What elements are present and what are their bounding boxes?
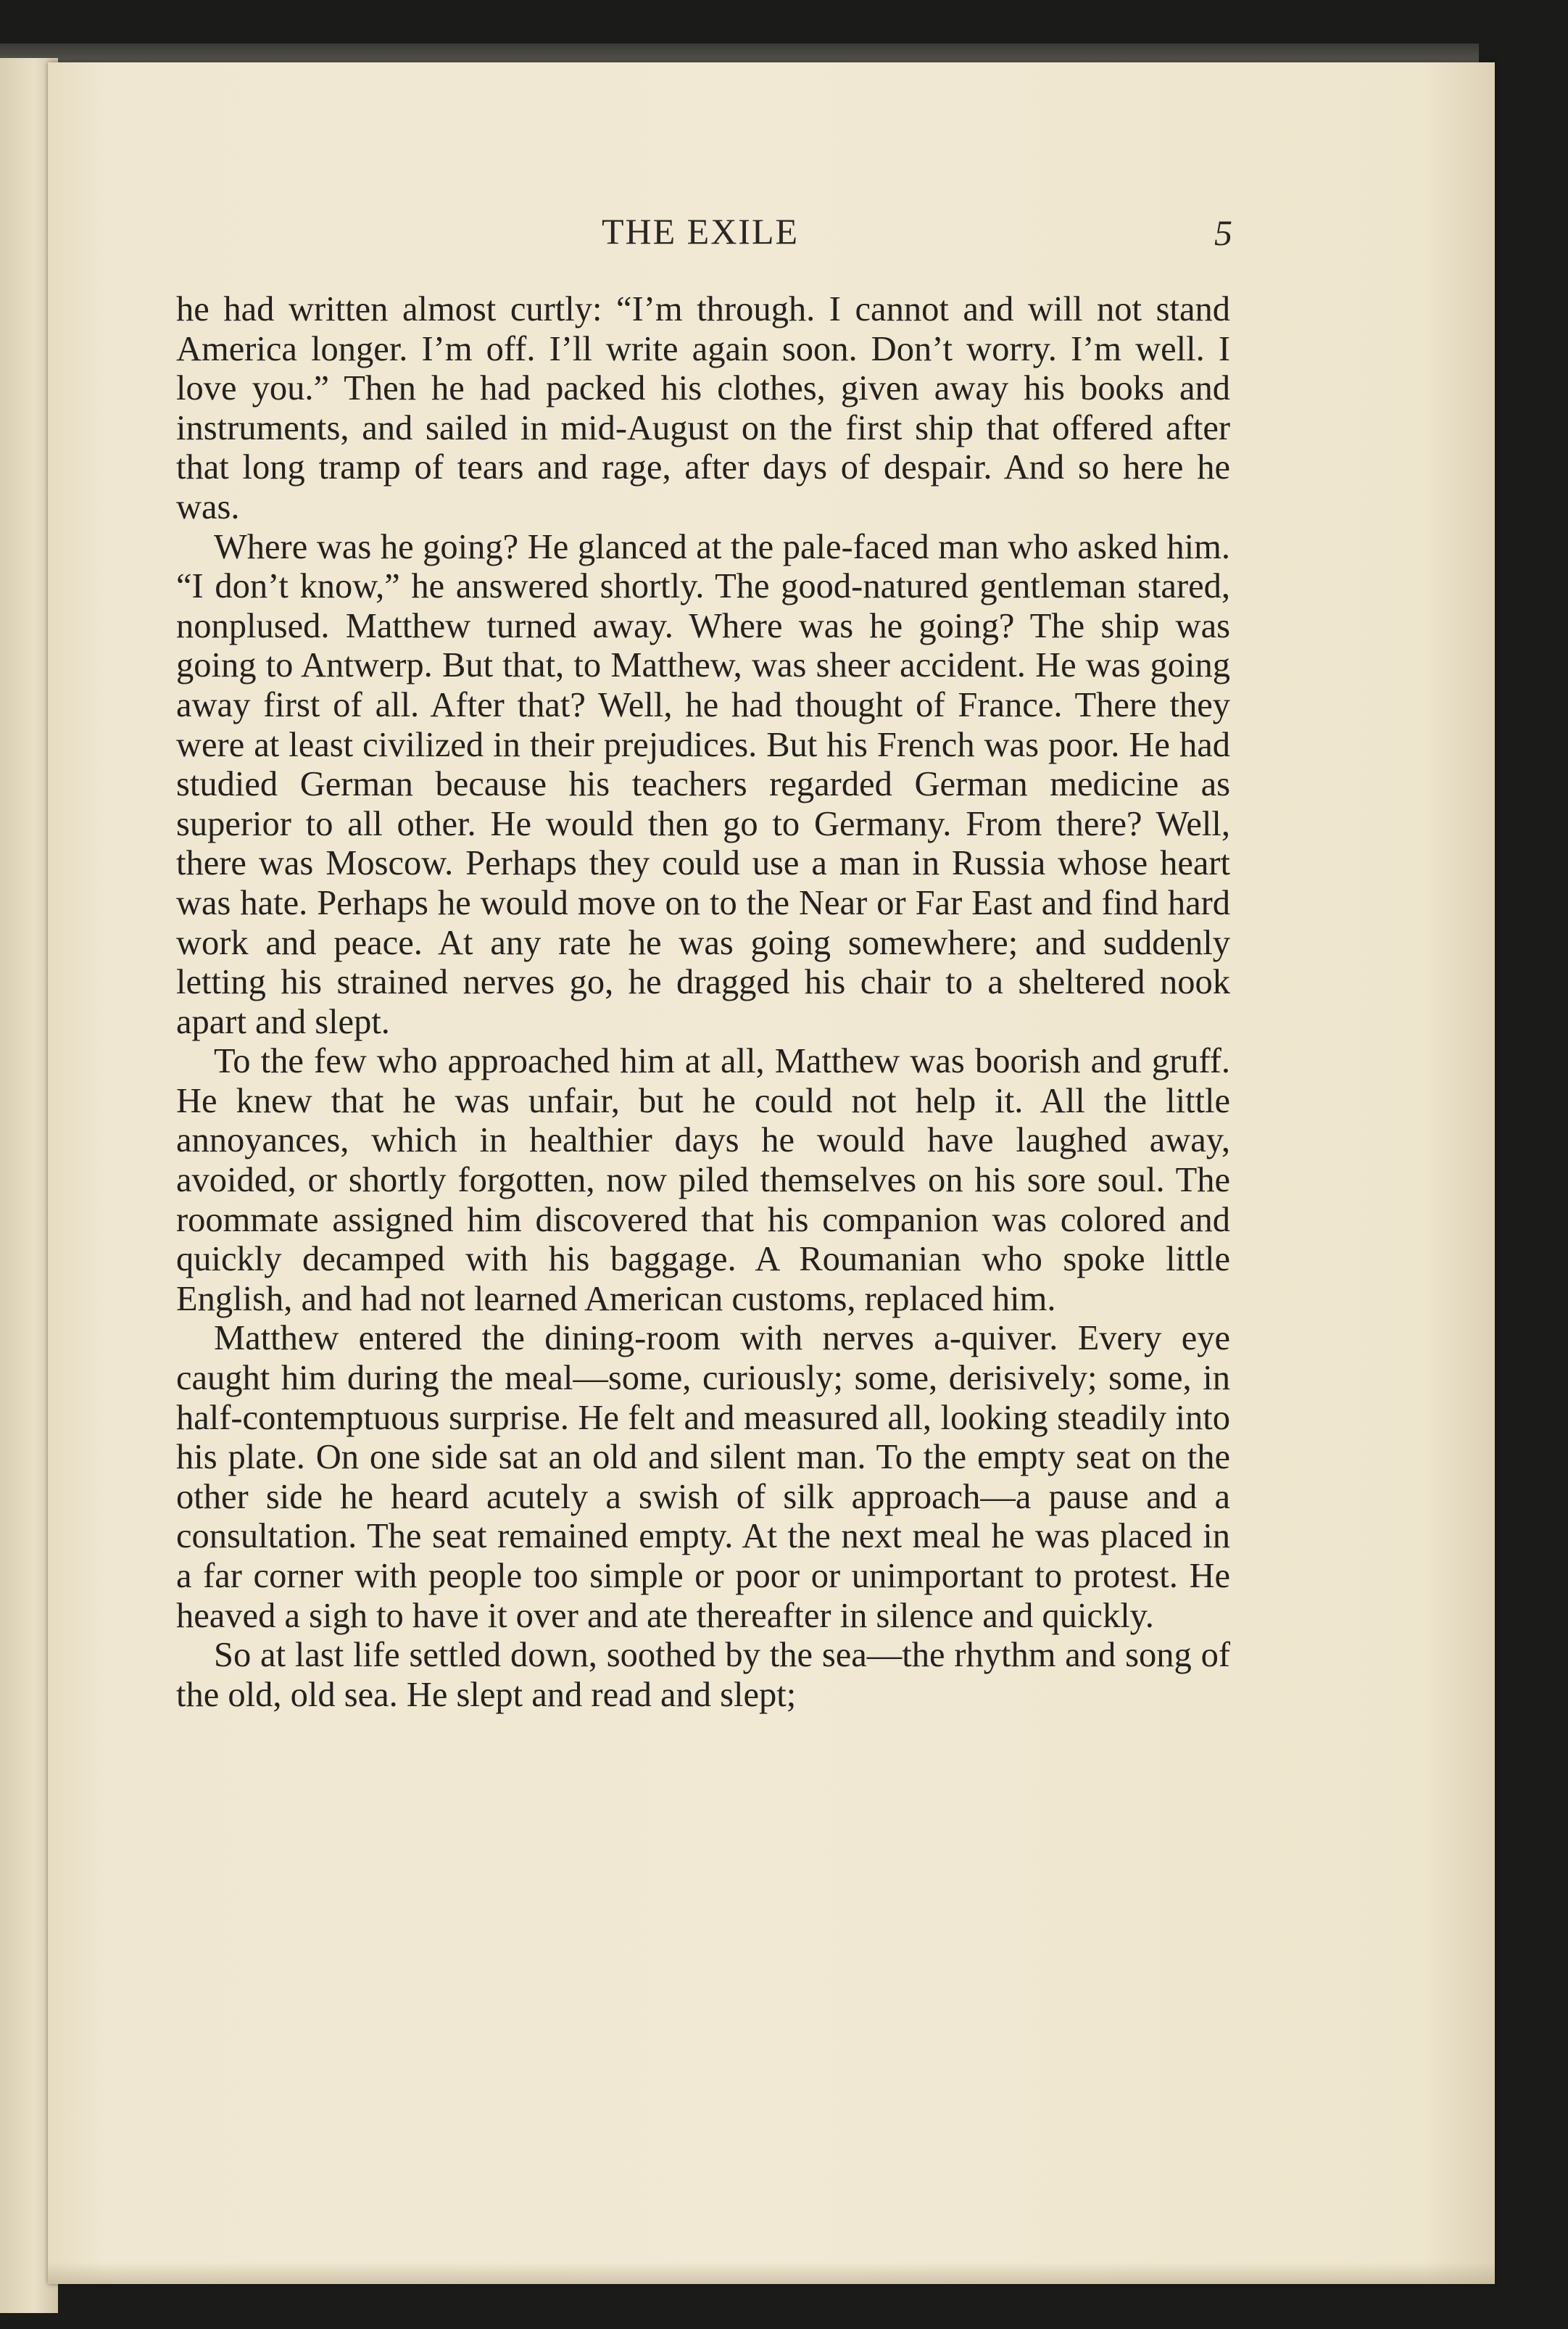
- running-title: THE EXILE: [601, 211, 800, 252]
- paragraph-4: Matthew entered the dining-room with nerves a-quiver. Every eye caught him during the meal—some, curiously; some, derisively; some, in half-contemptuous surprise. He felt and measured all, looking steadily into his plate. On one side sat an old and silent man. To the empty seat on the other side he heard acutely a swish of silk approach—a pause and a consultation. The seat remained empty. At the next meal he was placed in a far corner with people too simple or poor or unimportant to protest. He heaved a sigh to have it over and ate thereafter in silence and quickly.: [176, 1319, 1230, 1635]
- paragraph-3: To the few who approached him at all, Matthew was boorish and gruff. He knew that he was unfair, but he could not help it. All the little annoyances, which in healthier days he would have laughed away, avoided, or shortly forgotten, now piled themselves on his sore soul. The roommate assigned him discovered that his companion was colored and quickly decamped with his baggage. A Roumanian who spoke little English, and had not learned American customs, replaced him.: [176, 1042, 1230, 1318]
- body-text: [176, 290, 1230, 1715]
- paragraph-5: So at last life settled down, soothed by the sea—the rhythm and song of the old, old sea. He slept and read and slept;: [176, 1636, 1230, 1714]
- page-bottom-shadow: [48, 2262, 1495, 2284]
- paragraph-1: he had written almost curtly: “I’m through. I cannot and will not stand America longer. I’m off. I’ll write again soon. Don’t worry. I’m well. I love you.” Then he had packed his clothes, given away his books and instruments, and sailed in mid-August on the first ship that offered after that long tramp of tears and rage, after days of despair. And so here he was.: [176, 290, 1230, 526]
- page-header: [171, 210, 1232, 268]
- paragraph-2: Where was he going? He glanced at the pale-faced man who asked him. “I don’t know,” he answered shortly. The good-natured gentleman stared, nonplused. Matthew turned away. Where was he going? The ship was going to Antwerp. But that, to Matthew, was sheer accident. He was going away first of all. After that? Well, he had thought of France. There they were at least civilized in their prejudices. But his French was poor. He had studied German because his teachers regarded German medicine as superior to all other. He would then go to Germany. From there? Well, there was Moscow. Perhaps they could use a man in Russia whose heart was hate. Perhaps he would move on to the Near or Far East and find hard work and peace. At any rate he was going somewhere; and suddenly letting his strained nerves go, he dragged his chair to a sheltered nook apart and slept.: [176, 527, 1230, 1041]
- page-number: 5: [1214, 212, 1232, 253]
